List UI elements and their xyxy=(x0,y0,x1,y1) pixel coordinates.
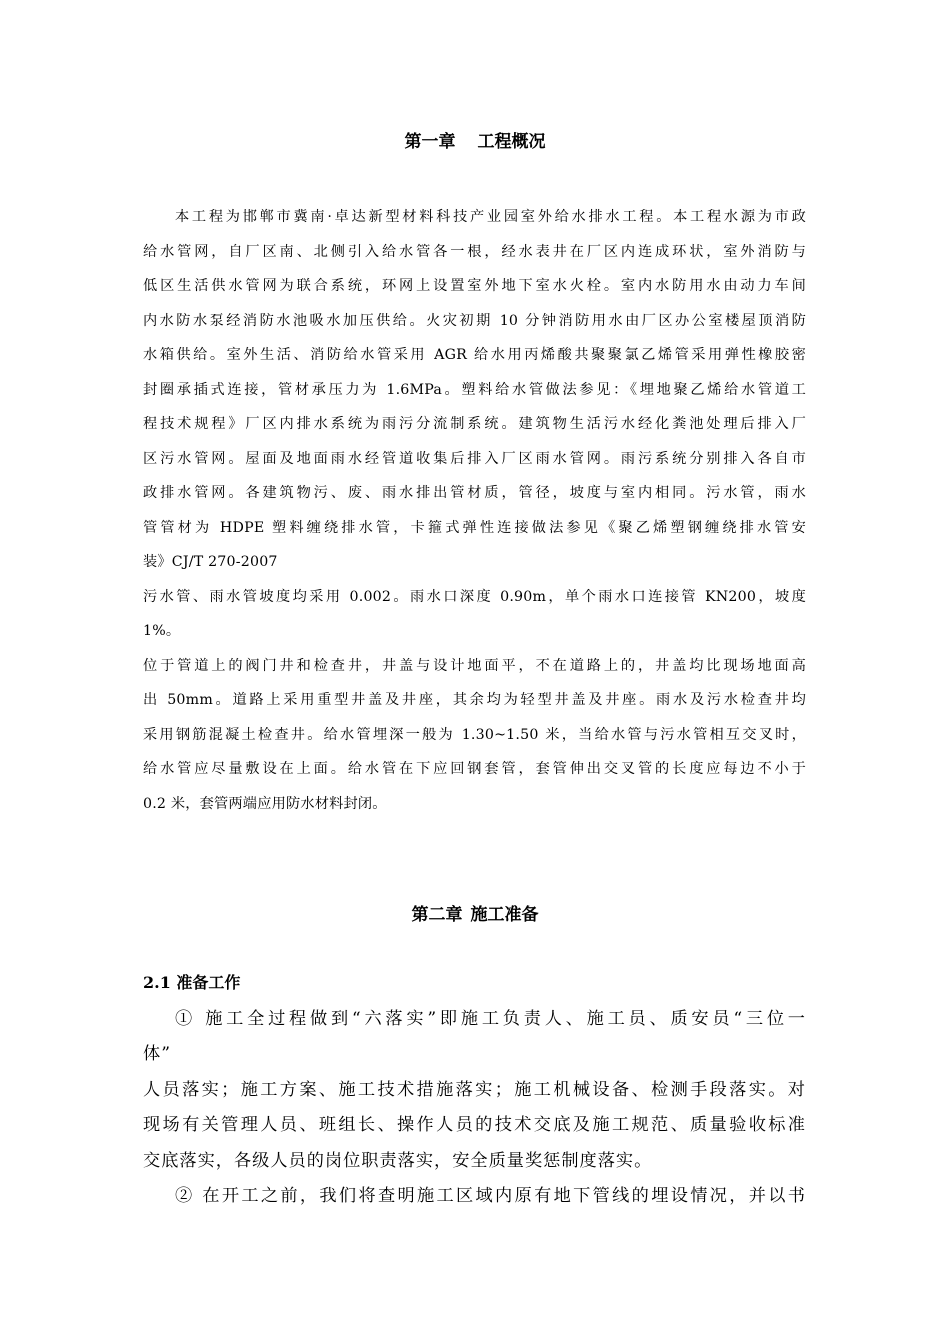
paragraph-line: 现场有关管理人员、班组长、操作人员的技术交底及施工规范、质量验收标准 xyxy=(143,1115,806,1136)
chapter-2-body xyxy=(143,1002,806,1214)
paragraph-line: ① 施工全过程做到“六落实”即施工负责人、施工员、质安员“三位一 xyxy=(175,1009,806,1029)
section-2-1-title: 2.1 准备工作 xyxy=(143,973,241,992)
chapter-1-title xyxy=(0,127,950,152)
paragraph-line: 体” xyxy=(143,1044,171,1065)
paragraph-line: 位于管道上的阀门井和检查井，井盖与设计地面平，不在道路上的，井盖均比现场地面高 xyxy=(143,657,806,674)
paragraph-line: 水箱供给。室外生活、消防给水管采用 AGR 给水用丙烯酸共聚聚氯乙烯管采用弹性橡胶密 xyxy=(143,347,806,363)
chapter-1-name: 工程概况 xyxy=(477,132,546,152)
paragraph-line: 污水管、雨水管坡度均采用 0.002。雨水口深度 0.90m，单个雨水口连接管 KN200，坡度 xyxy=(143,588,806,605)
chapter-2-name: 施工准备 xyxy=(470,905,539,925)
paragraph-line: 1%。 xyxy=(143,623,181,639)
paragraph-line: 采用钢筋混凝土检查井。给水管埋深一般为 1.30~1.50 米，当给水管与污水管相互交叉时， xyxy=(143,726,806,743)
paragraph-line: 给水管应尽量敷设在上面。给水管在下应回钢套管，套管伸出交叉管的长度应每边不小于 xyxy=(143,761,806,777)
paragraph-line: 区污水管网。屋面及地面雨水经管道收集后排入厂区雨水管网。雨污系统分别排入各自市 xyxy=(143,450,806,467)
paragraph-line: 低区生活供水管网为联合系统，环网上设置室外地下室水火栓。室内水防用水由动力车间 xyxy=(143,278,806,294)
paragraph-line: 装》CJ/T 270-2007 xyxy=(143,554,278,570)
paragraph-line: ② 在开工之前，我们将查明施工区域内原有地下管线的埋设情况，并以书 xyxy=(175,1186,806,1207)
paragraph-line: 出 50mm。道路上采用重型井盖及井座，其余均为轻型井盖及井座。雨水及污水检查井均 xyxy=(143,692,806,708)
paragraph-line: 管管材为 HDPE 塑料缠绕排水管，卡箍式弹性连接做法参见《聚乙烯塑钢缠绕排水管安 xyxy=(143,519,806,536)
paragraph-line: 政排水管网。各建筑物污、废、雨水排出管材质，管径，坡度与室内相同。污水管，雨水 xyxy=(143,485,806,501)
paragraph-line: 0.2 米，套管两端应用防水材料封闭。 xyxy=(143,795,387,812)
chapter-2-title xyxy=(0,900,950,925)
paragraph-line: 本工程为邯郸市冀南·卓达新型材料科技产业园室外给水排水工程。本工程水源为市政 xyxy=(175,209,806,225)
paragraph-line: 人员落实；施工方案、施工技术措施落实；施工机械设备、检测手段落实。对 xyxy=(143,1079,806,1100)
chapter-2-number: 第二章 xyxy=(411,905,463,925)
paragraph-line: 内水防水泵经消防水池吸水加压供给。火灾初期 10 分钟消防用水由厂区办公室楼屋顶消防 xyxy=(143,312,806,329)
chapter-1-number: 第一章 xyxy=(404,132,456,152)
paragraph-line: 程技术规程》厂区内排水系统为雨污分流制系统。建筑物生活污水经化粪池处理后排入厂 xyxy=(143,416,806,432)
chapter-1-body xyxy=(143,200,806,821)
paragraph-line: 给水管网，自厂区南、北侧引入给水管各一根，经水表井在厂区内连成环状，室外消防与 xyxy=(143,243,806,260)
paragraph-line: 封圈承插式连接，管材承压力为 1.6MPa。塑料给水管做法参见：《埋地聚乙烯给水管道工 xyxy=(143,381,806,398)
paragraph-line: 交底落实，各级人员的岗位职责落实，安全质量奖惩制度落实。 xyxy=(143,1150,653,1171)
